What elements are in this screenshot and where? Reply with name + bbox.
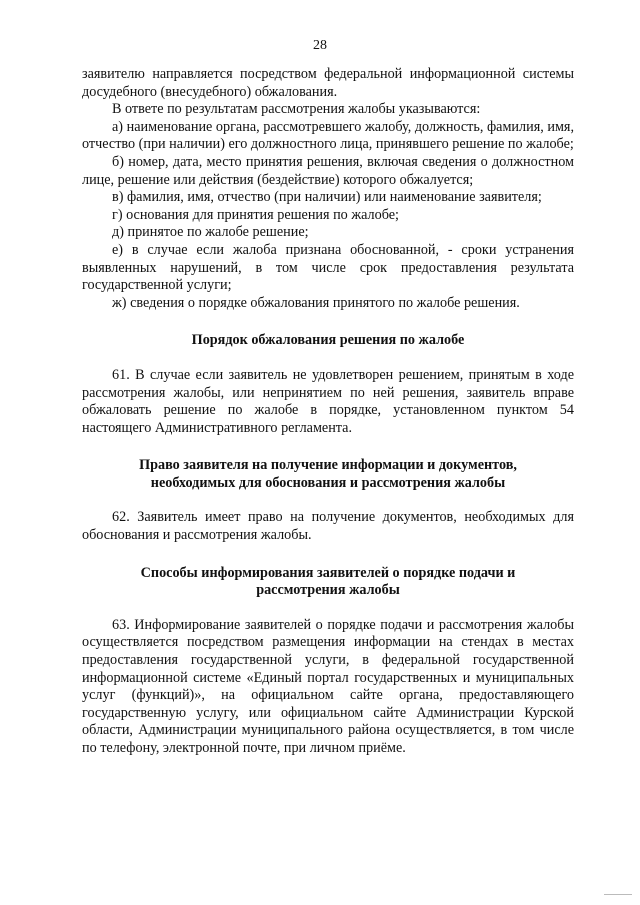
paragraph-62: 62. Заявитель имеет право на получение документов, необходимых для обоснования и рассмотрения жалобы. xyxy=(82,509,574,544)
list-item-d: д) принятое по жалобе решение; xyxy=(112,224,309,241)
scan-edge-mark xyxy=(604,894,632,899)
section-heading-line: необходимых для обоснования и рассмотрения жалобы xyxy=(150,474,506,491)
list-item-e: е) в случае если жалоба признана обоснованной, - сроки устранения выявленных нарушений, в том числе срок предоставления результата государственной услуги; xyxy=(82,241,574,294)
list-item-g: г) основания для принятия решения по жалобе; xyxy=(112,206,399,223)
section-heading-right-to-info xyxy=(82,457,574,492)
list-item-a: а) наименование органа, рассмотревшего жалобу, должность, фамилия, имя, отчество (при наличии) его должностного лица, принявшего решение по жалобе; xyxy=(82,118,574,153)
section-heading-appeal: Порядок обжалования решения по жалобе xyxy=(191,332,465,349)
paragraph-continuation: заявителю направляется посредством федеральной информационной системы досудебного (внесудебного) обжалования. xyxy=(82,66,574,100)
section-heading-informing xyxy=(82,565,574,600)
list-item-zh: ж) сведения о порядке обжалования принятого по жалобе решения. xyxy=(112,294,520,311)
list-item-v: в) фамилия, имя, отчество (при наличии) или наименование заявителя; xyxy=(112,189,542,206)
section-heading-line: Способы информирования заявителей о порядке подачи и xyxy=(140,564,516,581)
paragraph-63: 63. Информирование заявителей о порядке подачи и рассмотрения жалобы осуществляется посредством размещения информации на стендах в местах предоставления государственной услуги, в федеральной государственной информационной системе «Единый портал государственных и муниципальных услуг (функций)», на официальном сайте органа, предоставляющего государственную услугу, или официальном сайте Администрации Курской области, Администрации муниципального района осуществляется, в том числе по телефону, электронной почте, при личном приёме. xyxy=(82,616,574,756)
page-number: 28 xyxy=(313,38,327,53)
paragraph-61: 61. В случае если заявитель не удовлетворен решением, принятым в ходе рассмотрения жалобы, или непринятием по ней решения, заявитель вправе обжаловать решение по жалобе в порядке, установленном пунктом 54 настоящего Административного регламента. xyxy=(82,366,574,436)
paragraph-response-intro: В ответе по результатам рассмотрения жалобы указываются: xyxy=(112,101,481,118)
section-heading-line: рассмотрения жалобы xyxy=(256,582,400,599)
section-heading-line: Право заявителя на получение информации и документов, xyxy=(139,457,517,474)
list-item-b: б) номер, дата, место принятия решения, включая сведения о должностном лице, решение или действия (бездействие) которого обжалуется; xyxy=(82,153,574,188)
document-body xyxy=(82,66,574,758)
